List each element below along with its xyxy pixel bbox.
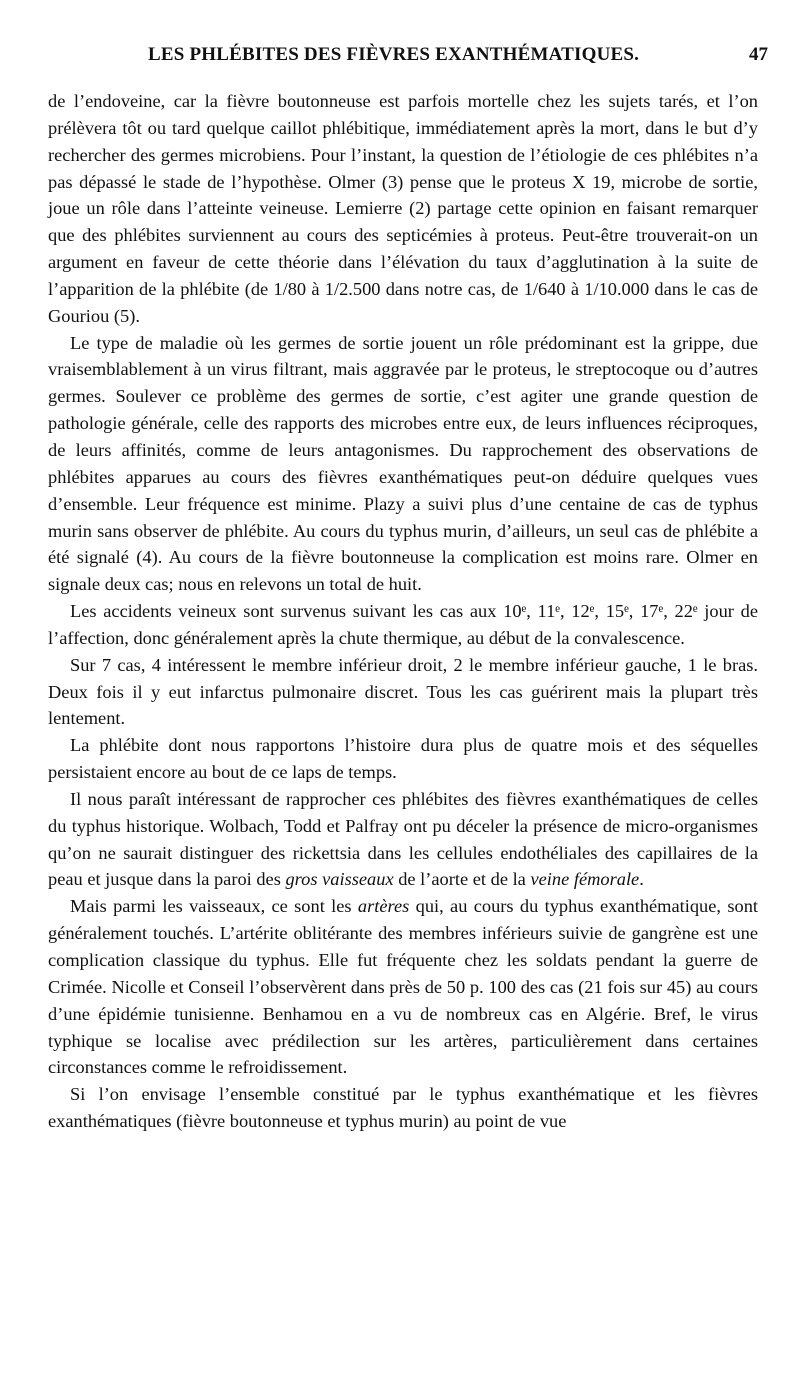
italic-text: veine fémorale [530, 869, 640, 890]
paragraph-text: . [639, 869, 644, 890]
paragraph-text: La phlébite dont nous rapportons l’histoire dura plus de quatre mois et des séquelles persistaient encore au bout de ce laps de temps. [48, 735, 758, 783]
running-title: LES PHLÉBITES DES FIÈVRES EXANTHÉMATIQUES. [148, 44, 640, 65]
paragraph-text: Si l’on envisage l’ensemble constitué par le typhus exanthématique et les fièvres exanthématiques (fièvre boutonneuse et typhus murin) au point de vue [48, 1084, 758, 1132]
italic-text: gros vaisseaux [285, 869, 394, 890]
paragraph [48, 330, 758, 598]
paragraph-text: Le type de maladie où les germes de sortie jouent un rôle prédominant est la grippe, due vraisemblablement à un virus filtrant, mais aggravée par le proteus, le streptocoque ou d’autres germes. Soulever ce problème des germes de sortie, c’est agiter une grande question de pathologie générale, celle des rapports des microbes entre eux, de leurs influences réciproques, de leurs affinités, comme de leurs antagonismes. Du rapprochement des observations de phlébites apparues au cours des fièvres exanthématiques peut-on déduire quelques vues d’ensemble. Leur fréquence est minime. Plazy a suivi plus d’une centaine de cas de typhus murin sans observer de phlébite. Au cours du typhus murin, d’ailleurs, un seul cas de phlébite a été signalé (4). Au cours de la fièvre boutonneuse la complication est moins rare. Olmer en signale deux cas; nous en relevons un total de huit. [48, 332, 758, 595]
paragraph-text: Il nous paraît intéressant de rapprocher ces phlébites des fièvres exanthématiques de celles du typhus historique. Wolbach, Todd et Palfray ont pu déceler la présence de micro-organismes qu’on ne saurait distinguer des rickettsia dans les cellules endothéliales des capillaires de la peau et jusque dans la paroi des [48, 788, 758, 890]
paragraph [48, 893, 758, 1081]
italic-text: artères [357, 896, 410, 917]
paragraph [48, 88, 758, 330]
paragraph-text: de l’endoveine, car la fièvre boutonneuse est parfois mortelle chez les sujets tarés, et l’on prélèvera tôt ou tard quelque caillot phlébitique, immédiatement après la mort, dans le but d’y rechercher des germes microbiens. Pour l’instant, la question de l’étiologie de ces phlébites n’a pas dépassé le stade de l’hypothèse. Olmer (3) pense que le proteus X 19, microbe de sortie, joue un rôle dans l’atteinte veineuse. Lemierre (2) partage cette opinion en faisant remarquer que des phlébites surviennent au cours des septicémies à proteus. Peut-être trouverait-on un argument en faveur de cette théorie dans l’élévation du taux d’agglutination à la suite de l’apparition de la phlébite (de 1/80 à 1/2.500 dans notre cas, de 1/640 à 1/10.000 dans le cas de Gouriou (5). [48, 91, 758, 326]
paragraph-text: Sur 7 cas, 4 intéressent le membre inférieur droit, 2 le membre inférieur gauche, 1 le bras. Deux fois il y eut infarctus pulmonaire discret. Tous les cas guérirent mais la plupart très lentement. [48, 654, 758, 729]
paragraph-text: qui, au cours du typhus exanthématique, sont généralement touchés. L’artérite oblitérante des membres inférieurs suivie de gangrène est une complication classique du typhus. Elle fut fréquente chez les soldats pendant la guerre de Crimée. Nicolle et Conseil l’observèrent dans près de 50 p. 100 des cas (21 fois sur 45) au cours d’une épidémie tunisienne. Benhamou en a vu de nombreux cas en Algérie. Bref, le virus typhique se localise avec prédilection sur les artères, particulièrement dans certaines circonstances comme le refroidissement. [48, 896, 758, 1078]
paragraph-text: Les accidents veineux sont survenus suivant les cas aux 10ᵉ, 11ᵉ, 12ᵉ, 15ᵉ, 17ᵉ, 22ᵉ jour de l’affection, donc généralement après la chute thermique, au début de la convalescence. [48, 601, 758, 648]
paragraph [48, 1081, 758, 1135]
paragraph [48, 652, 758, 733]
paragraph-text: de l’aorte et de la [393, 869, 531, 890]
page-number: 47 [749, 44, 768, 65]
paragraph [48, 732, 758, 786]
paragraph [48, 786, 758, 893]
paragraph [48, 598, 758, 652]
page-header [148, 44, 768, 74]
body-text [48, 88, 758, 1135]
paragraph-text: Mais parmi les vaisseaux, ce sont les [70, 896, 358, 917]
